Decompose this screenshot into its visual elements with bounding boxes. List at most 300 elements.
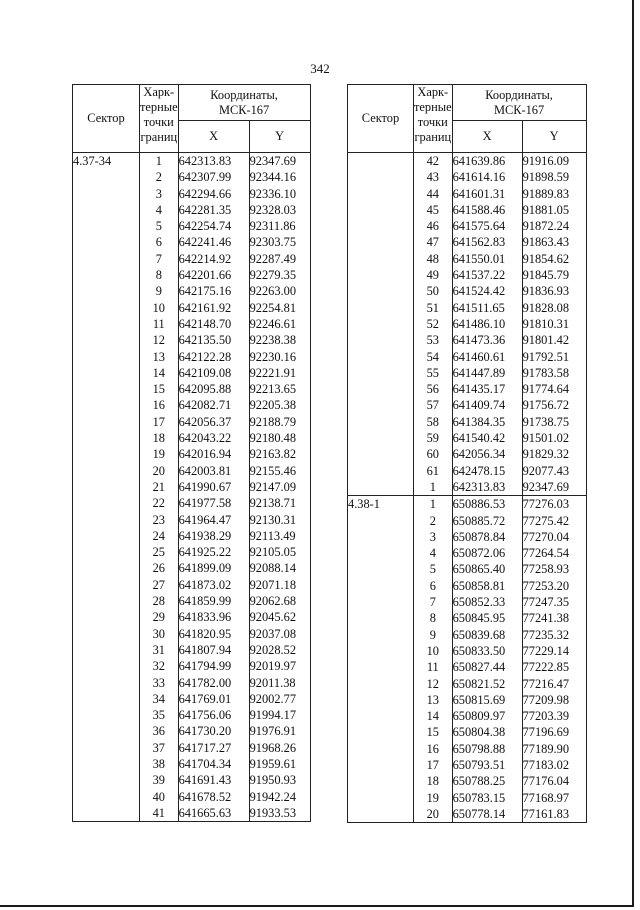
table-row [73,577,311,593]
sector-cell [73,381,140,397]
table-row [348,397,587,413]
y-coordinate-cell: 91968.26 [249,740,310,756]
x-coordinate-cell: 641859.99 [178,593,249,609]
x-coordinate-cell: 641575.64 [452,218,522,234]
x-coordinate-cell: 642043.22 [178,430,249,446]
sector-cell [348,578,414,594]
header-coordinates [452,85,586,121]
x-coordinate-cell: 642135.50 [178,332,249,348]
x-coordinate-cell: 642313.83 [452,479,522,496]
point-number-cell: 6 [140,234,179,250]
header-coords-line: Координаты, [210,87,278,102]
point-number-cell: 29 [140,609,179,625]
y-coordinate-cell: 92155.46 [249,463,310,479]
x-coordinate-cell: 642201.66 [178,267,249,283]
point-number-cell: 22 [140,495,179,511]
table-row [73,479,311,495]
point-number-cell: 54 [414,349,453,365]
sector-cell [348,627,414,643]
y-coordinate-cell: 92246.61 [249,316,310,332]
table-row [348,724,587,740]
point-number-cell: 51 [414,300,453,316]
table-row [73,316,311,332]
y-coordinate-cell: 77196.69 [522,724,586,740]
table-row [73,397,311,413]
sector-cell [348,446,414,462]
table-row [348,365,587,381]
point-number-cell: 1 [414,479,453,496]
point-number-cell: 15 [414,724,453,740]
sector-cell [73,723,140,739]
x-coordinate-cell: 641769.01 [178,691,249,707]
x-coordinate-cell: 641730.20 [178,723,249,739]
y-coordinate-cell: 91898.59 [522,169,586,185]
y-coordinate-cell: 92263.00 [249,283,310,299]
header-points-line: точки [143,115,174,129]
table-row [348,202,587,218]
x-coordinate-cell: 641601.31 [452,186,522,202]
y-coordinate-cell: 91792.51 [522,349,586,365]
sector-cell [73,283,140,299]
x-coordinate-cell: 650821.52 [452,676,522,692]
x-coordinate-cell: 650793.51 [452,757,522,773]
point-number-cell: 41 [140,805,179,822]
sector-cell [73,414,140,430]
table-row [348,790,587,806]
sector-cell [348,186,414,202]
sector-cell [73,691,140,707]
table-row [73,495,311,511]
header-points-line: терные [414,100,452,114]
header-y: Y [249,121,310,153]
sector-cell [348,169,414,185]
header-points-line: Харк- [417,85,449,99]
point-number-cell: 60 [414,446,453,462]
table-row [73,593,311,609]
y-coordinate-cell: 77275.42 [522,513,586,529]
point-number-cell: 12 [140,332,179,348]
x-coordinate-cell: 641435.17 [452,381,522,397]
table-row [348,153,587,170]
sector-cell [73,560,140,576]
sector-cell [348,381,414,397]
table-row [73,691,311,707]
sector-cell [348,773,414,789]
table-row [348,806,587,823]
point-number-cell: 56 [414,381,453,397]
table-row [73,560,311,576]
x-coordinate-cell: 650865.40 [452,561,522,577]
x-coordinate-cell: 642082.71 [178,397,249,413]
y-coordinate-cell: 91976.91 [249,723,310,739]
y-coordinate-cell: 77247.35 [522,594,586,610]
y-coordinate-cell: 92213.65 [249,381,310,397]
sector-cell [348,349,414,365]
x-coordinate-cell: 641756.06 [178,707,249,723]
table-row [73,528,311,544]
y-coordinate-cell: 91829.32 [522,446,586,462]
y-coordinate-cell: 91863.43 [522,234,586,250]
sector-cell [348,643,414,659]
header-x: X [178,121,249,153]
point-number-cell: 52 [414,316,453,332]
table-body-right [348,153,587,823]
header-points-line: границ [140,130,178,144]
sector-cell [348,153,414,170]
point-number-cell: 50 [414,283,453,299]
sector-cell [348,251,414,267]
y-coordinate-cell: 77235.32 [522,627,586,643]
table-row [73,349,311,365]
sector-cell [348,692,414,708]
point-number-cell: 1 [140,153,179,170]
point-number-cell: 3 [140,186,179,202]
table-row [73,414,311,430]
y-coordinate-cell: 91783.58 [522,365,586,381]
x-coordinate-cell: 641614.16 [452,169,522,185]
sector-cell [348,234,414,250]
table-row [348,561,587,577]
header-x: X [452,121,522,153]
point-number-cell: 45 [414,202,453,218]
point-number-cell: 53 [414,332,453,348]
table-row [73,218,311,234]
x-coordinate-cell: 641925.22 [178,544,249,560]
x-coordinate-cell: 641794.99 [178,658,249,674]
table-row [73,772,311,788]
y-coordinate-cell: 92163.82 [249,446,310,462]
y-coordinate-cell: 91828.08 [522,300,586,316]
x-coordinate-cell: 650878.84 [452,529,522,545]
y-coordinate-cell: 92113.49 [249,528,310,544]
sector-cell [348,300,414,316]
x-coordinate-cell: 642294.66 [178,186,249,202]
y-coordinate-cell: 92105.05 [249,544,310,560]
y-coordinate-cell: 91933.53 [249,805,310,822]
point-number-cell: 13 [414,692,453,708]
sector-cell [73,186,140,202]
x-coordinate-cell: 641473.36 [452,332,522,348]
table-row [348,267,587,283]
table-row [348,381,587,397]
point-number-cell: 38 [140,756,179,772]
y-coordinate-cell: 92303.75 [249,234,310,250]
table-row [348,349,587,365]
sector-cell [73,658,140,674]
x-coordinate-cell: 641486.10 [452,316,522,332]
sector-cell [348,414,414,430]
x-coordinate-cell: 641782.00 [178,675,249,691]
y-coordinate-cell: 91959.61 [249,756,310,772]
y-coordinate-cell: 91756.72 [522,397,586,413]
sector-cell [348,283,414,299]
point-number-cell: 26 [140,560,179,576]
table-row [348,218,587,234]
table-row [73,446,311,462]
x-coordinate-cell: 650885.72 [452,513,522,529]
y-coordinate-cell: 77253.20 [522,578,586,594]
table-row [73,544,311,560]
point-number-cell: 19 [140,446,179,462]
x-coordinate-cell: 641537.22 [452,267,522,283]
y-coordinate-cell: 91738.75 [522,414,586,430]
y-coordinate-cell: 92062.68 [249,593,310,609]
point-number-cell: 30 [140,626,179,642]
table-row [73,642,311,658]
point-number-cell: 43 [414,169,453,185]
point-number-cell: 49 [414,267,453,283]
table-row [348,316,587,332]
sector-cell [348,561,414,577]
table-row [348,643,587,659]
y-coordinate-cell: 77203.39 [522,708,586,724]
sector-cell [348,757,414,773]
x-coordinate-cell: 641691.43 [178,772,249,788]
header-boundary-points [140,85,179,153]
x-coordinate-cell: 641938.29 [178,528,249,544]
point-number-cell: 7 [140,251,179,267]
table-row [348,430,587,446]
y-coordinate-cell: 92311.86 [249,218,310,234]
point-number-cell: 1 [414,496,453,513]
y-coordinate-cell: 77258.93 [522,561,586,577]
table-row [73,740,311,756]
table-row [348,627,587,643]
table-row [348,529,587,545]
y-coordinate-cell: 92347.69 [522,479,586,496]
sector-cell [73,593,140,609]
y-coordinate-cell: 92205.38 [249,397,310,413]
x-coordinate-cell: 642122.28 [178,349,249,365]
point-number-cell: 8 [414,610,453,626]
sector-cell [73,300,140,316]
header-coordinates [178,85,310,121]
y-coordinate-cell: 77276.03 [522,496,586,513]
point-number-cell: 5 [414,561,453,577]
y-coordinate-cell: 77241.38 [522,610,586,626]
sector-cell [348,365,414,381]
sector-cell [73,218,140,234]
table-row [73,463,311,479]
x-coordinate-cell: 642175.16 [178,283,249,299]
x-coordinate-cell: 642109.08 [178,365,249,381]
x-coordinate-cell: 650798.88 [452,741,522,757]
x-coordinate-cell: 641524.42 [452,283,522,299]
table-row [73,626,311,642]
x-coordinate-cell: 650815.69 [452,692,522,708]
point-number-cell: 3 [414,529,453,545]
point-number-cell: 11 [140,316,179,332]
point-number-cell: 31 [140,642,179,658]
y-coordinate-cell: 92130.31 [249,512,310,528]
point-number-cell: 42 [414,153,453,170]
sector-cell [348,479,414,496]
x-coordinate-cell: 641665.63 [178,805,249,822]
x-coordinate-cell: 641639.86 [452,153,522,170]
header-sector: Сектор [73,85,140,153]
point-number-cell: 2 [140,169,179,185]
y-coordinate-cell: 91916.09 [522,153,586,170]
header-coords-line: МСК-167 [218,102,270,117]
table-row [348,708,587,724]
sector-cell [348,741,414,757]
table-row [73,658,311,674]
sector-cell [348,513,414,529]
header-sector: Сектор [348,85,414,153]
x-coordinate-cell: 641678.52 [178,789,249,805]
point-number-cell: 25 [140,544,179,560]
sector-cell [73,446,140,462]
point-number-cell: 20 [414,806,453,823]
x-coordinate-cell: 650886.53 [452,496,522,513]
y-coordinate-cell: 77222.85 [522,659,586,675]
sector-cell [73,626,140,642]
x-coordinate-cell: 650839.68 [452,627,522,643]
point-number-cell: 44 [414,186,453,202]
point-number-cell: 10 [414,643,453,659]
table-row [348,283,587,299]
table-row [348,186,587,202]
x-coordinate-cell: 650858.81 [452,578,522,594]
table-row [73,609,311,625]
sector-cell [348,529,414,545]
sector-cell [73,267,140,283]
point-number-cell: 4 [414,545,453,561]
x-coordinate-cell: 650827.44 [452,659,522,675]
sector-cell [348,463,414,479]
point-number-cell: 61 [414,463,453,479]
y-coordinate-cell: 92045.62 [249,609,310,625]
x-coordinate-cell: 642478.15 [452,463,522,479]
sector-cell [73,349,140,365]
x-coordinate-cell: 641873.02 [178,577,249,593]
point-number-cell: 6 [414,578,453,594]
table-row [348,332,587,348]
y-coordinate-cell: 92138.71 [249,495,310,511]
x-coordinate-cell: 650845.95 [452,610,522,626]
x-coordinate-cell: 641511.65 [452,300,522,316]
y-coordinate-cell: 91950.93 [249,772,310,788]
header-coords-line: Координаты, [485,87,553,102]
sector-cell [73,316,140,332]
table-row [348,773,587,789]
x-coordinate-cell: 642095.88 [178,381,249,397]
y-coordinate-cell: 77189.90 [522,741,586,757]
point-number-cell: 28 [140,593,179,609]
table-row [73,267,311,283]
sector-cell [348,659,414,675]
point-number-cell: 48 [414,251,453,267]
y-coordinate-cell: 92188.79 [249,414,310,430]
sector-cell [73,789,140,805]
point-number-cell: 12 [414,676,453,692]
point-number-cell: 11 [414,659,453,675]
sector-cell [73,202,140,218]
sector-cell [73,463,140,479]
sector-cell [348,430,414,446]
table-row [348,659,587,675]
x-coordinate-cell: 642016.94 [178,446,249,462]
sector-cell [73,479,140,495]
point-number-cell: 33 [140,675,179,691]
table-row [348,676,587,692]
sector-cell [73,707,140,723]
sector-cell [73,512,140,528]
sector-cell [348,708,414,724]
table-row [73,202,311,218]
point-number-cell: 9 [414,627,453,643]
sector-cell [73,756,140,772]
y-coordinate-cell: 91810.31 [522,316,586,332]
sector-cell [348,790,414,806]
x-coordinate-cell: 641977.58 [178,495,249,511]
page-number: 342 [310,61,330,76]
sector-cell [73,365,140,381]
y-coordinate-cell: 91854.62 [522,251,586,267]
point-number-cell: 36 [140,723,179,739]
x-coordinate-cell: 650804.38 [452,724,522,740]
table-row [348,251,587,267]
sector-cell [73,397,140,413]
x-coordinate-cell: 650778.14 [452,806,522,823]
table-row [348,446,587,462]
header-points-line: точки [417,115,448,129]
y-coordinate-cell: 91801.42 [522,332,586,348]
y-coordinate-cell: 77168.97 [522,790,586,806]
table-row [348,513,587,529]
table-row [348,741,587,757]
table-row [73,381,311,397]
point-number-cell: 37 [140,740,179,756]
table-row [73,789,311,805]
coordinates-table-right [347,84,587,823]
sector-cell [348,218,414,234]
table-row [73,805,311,822]
table-row [348,414,587,430]
table-row [348,169,587,185]
point-number-cell: 16 [414,741,453,757]
y-coordinate-cell: 91774.64 [522,381,586,397]
x-coordinate-cell: 642148.70 [178,316,249,332]
table-row [348,594,587,610]
sector-cell [348,610,414,626]
sector-cell [73,528,140,544]
y-coordinate-cell: 92147.09 [249,479,310,495]
table-row [73,365,311,381]
point-number-cell: 58 [414,414,453,430]
x-coordinate-cell: 641807.94 [178,642,249,658]
table-row [73,153,311,170]
y-coordinate-cell: 77209.98 [522,692,586,708]
x-coordinate-cell: 641384.35 [452,414,522,430]
sector-cell [73,332,140,348]
table-row [348,578,587,594]
sector-cell: 4.38-1 [348,496,414,513]
y-coordinate-cell: 92254.81 [249,300,310,316]
sector-cell [73,609,140,625]
point-number-cell: 14 [414,708,453,724]
coordinates-table-left [72,84,311,822]
y-coordinate-cell: 77229.14 [522,643,586,659]
x-coordinate-cell: 641562.83 [452,234,522,250]
sector-cell [73,495,140,511]
y-coordinate-cell: 77270.04 [522,529,586,545]
table-row [73,169,311,185]
x-coordinate-cell: 641899.09 [178,560,249,576]
point-number-cell: 16 [140,397,179,413]
point-number-cell: 47 [414,234,453,250]
table-row [73,512,311,528]
